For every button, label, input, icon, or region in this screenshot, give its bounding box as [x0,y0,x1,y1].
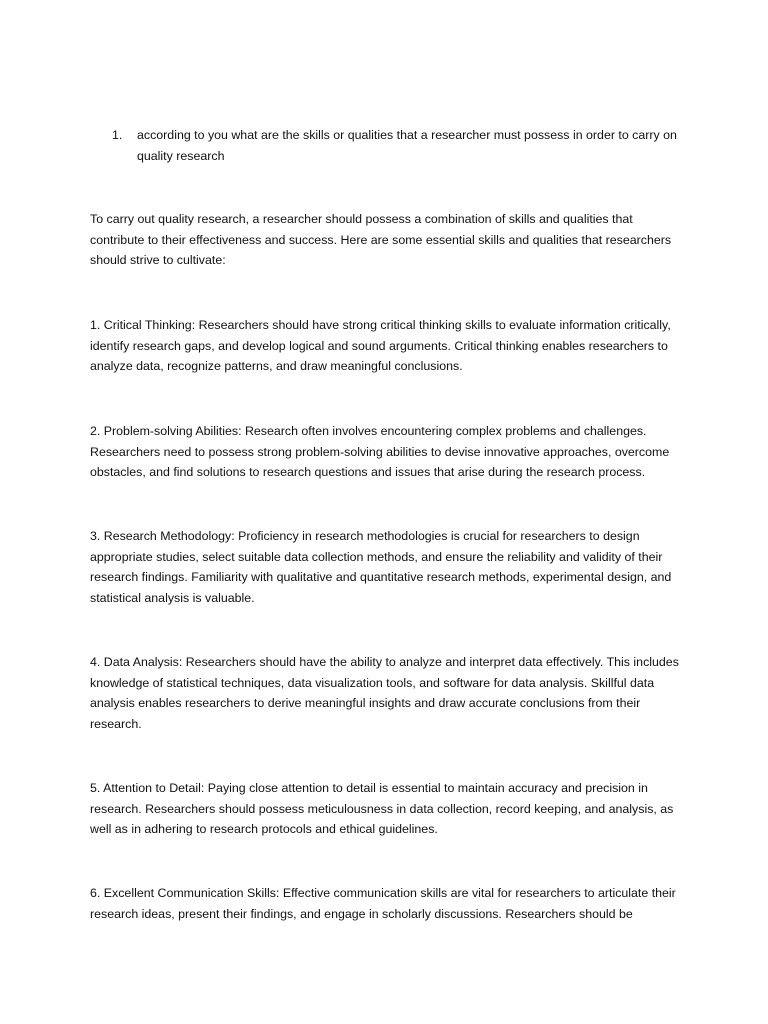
question-number: 1. [112,128,123,142]
question-text: according to you what are the skills or qualities that a researcher must possess in order to carry on quality research [137,128,677,163]
intro-paragraph: To carry out quality research, a researcher should possess a combination of skills and qualities that contribute to their effectiveness and success. Here are some essential skills and qualities that researchers should strive to cultivate: [90,212,672,267]
question-list-item [112,125,702,167]
paragraph-critical-thinking: 1. Critical Thinking: Researchers should have strong critical thinking skills to evaluate information critically, identify research gaps, and develop logical and sound arguments. Critical thinking enables researchers to analyze data, recognize patterns, and draw meaningful conclusions. [90,318,671,373]
paragraph-communication-skills: 6. Excellent Communication Skills: Effective communication skills are vital for researchers to articulate their research ideas, present their findings, and engage in scholarly discussions. Researchers should be [90,886,676,921]
paragraph-attention-to-detail: 5. Attention to Detail: Paying close attention to detail is essential to maintain accuracy and precision in research. Researchers should possess meticulousness in data collection, record keeping, and analysis, as well as in adhering to research protocols and ethical guidelines. [90,781,674,836]
paragraph-problem-solving: 2. Problem-solving Abilities: Research often involves encountering complex problems and challenges. Researchers need to possess strong problem-solving abilities to devise innovative approaches, overcome obstacles, and find solutions to research questions and issues that arise during the research process. [90,424,670,479]
paragraph-research-methodology: 3. Research Methodology: Proficiency in research methodologies is crucial for researchers to design appropriate studies, select suitable data collection methods, and ensure the reliability and validity of their research findings. Familiarity with qualitative and quantitative research methods, experimental design, and statistical analysis is valuable. [90,529,672,605]
paragraph-data-analysis: 4. Data Analysis: Researchers should have the ability to analyze and interpret data effectively. This includes knowledge of statistical techniques, data visualization tools, and software for data analysis. Skillful data analysis enables researchers to derive meaningful insights and draw accurate conclusions from their research. [90,655,679,731]
